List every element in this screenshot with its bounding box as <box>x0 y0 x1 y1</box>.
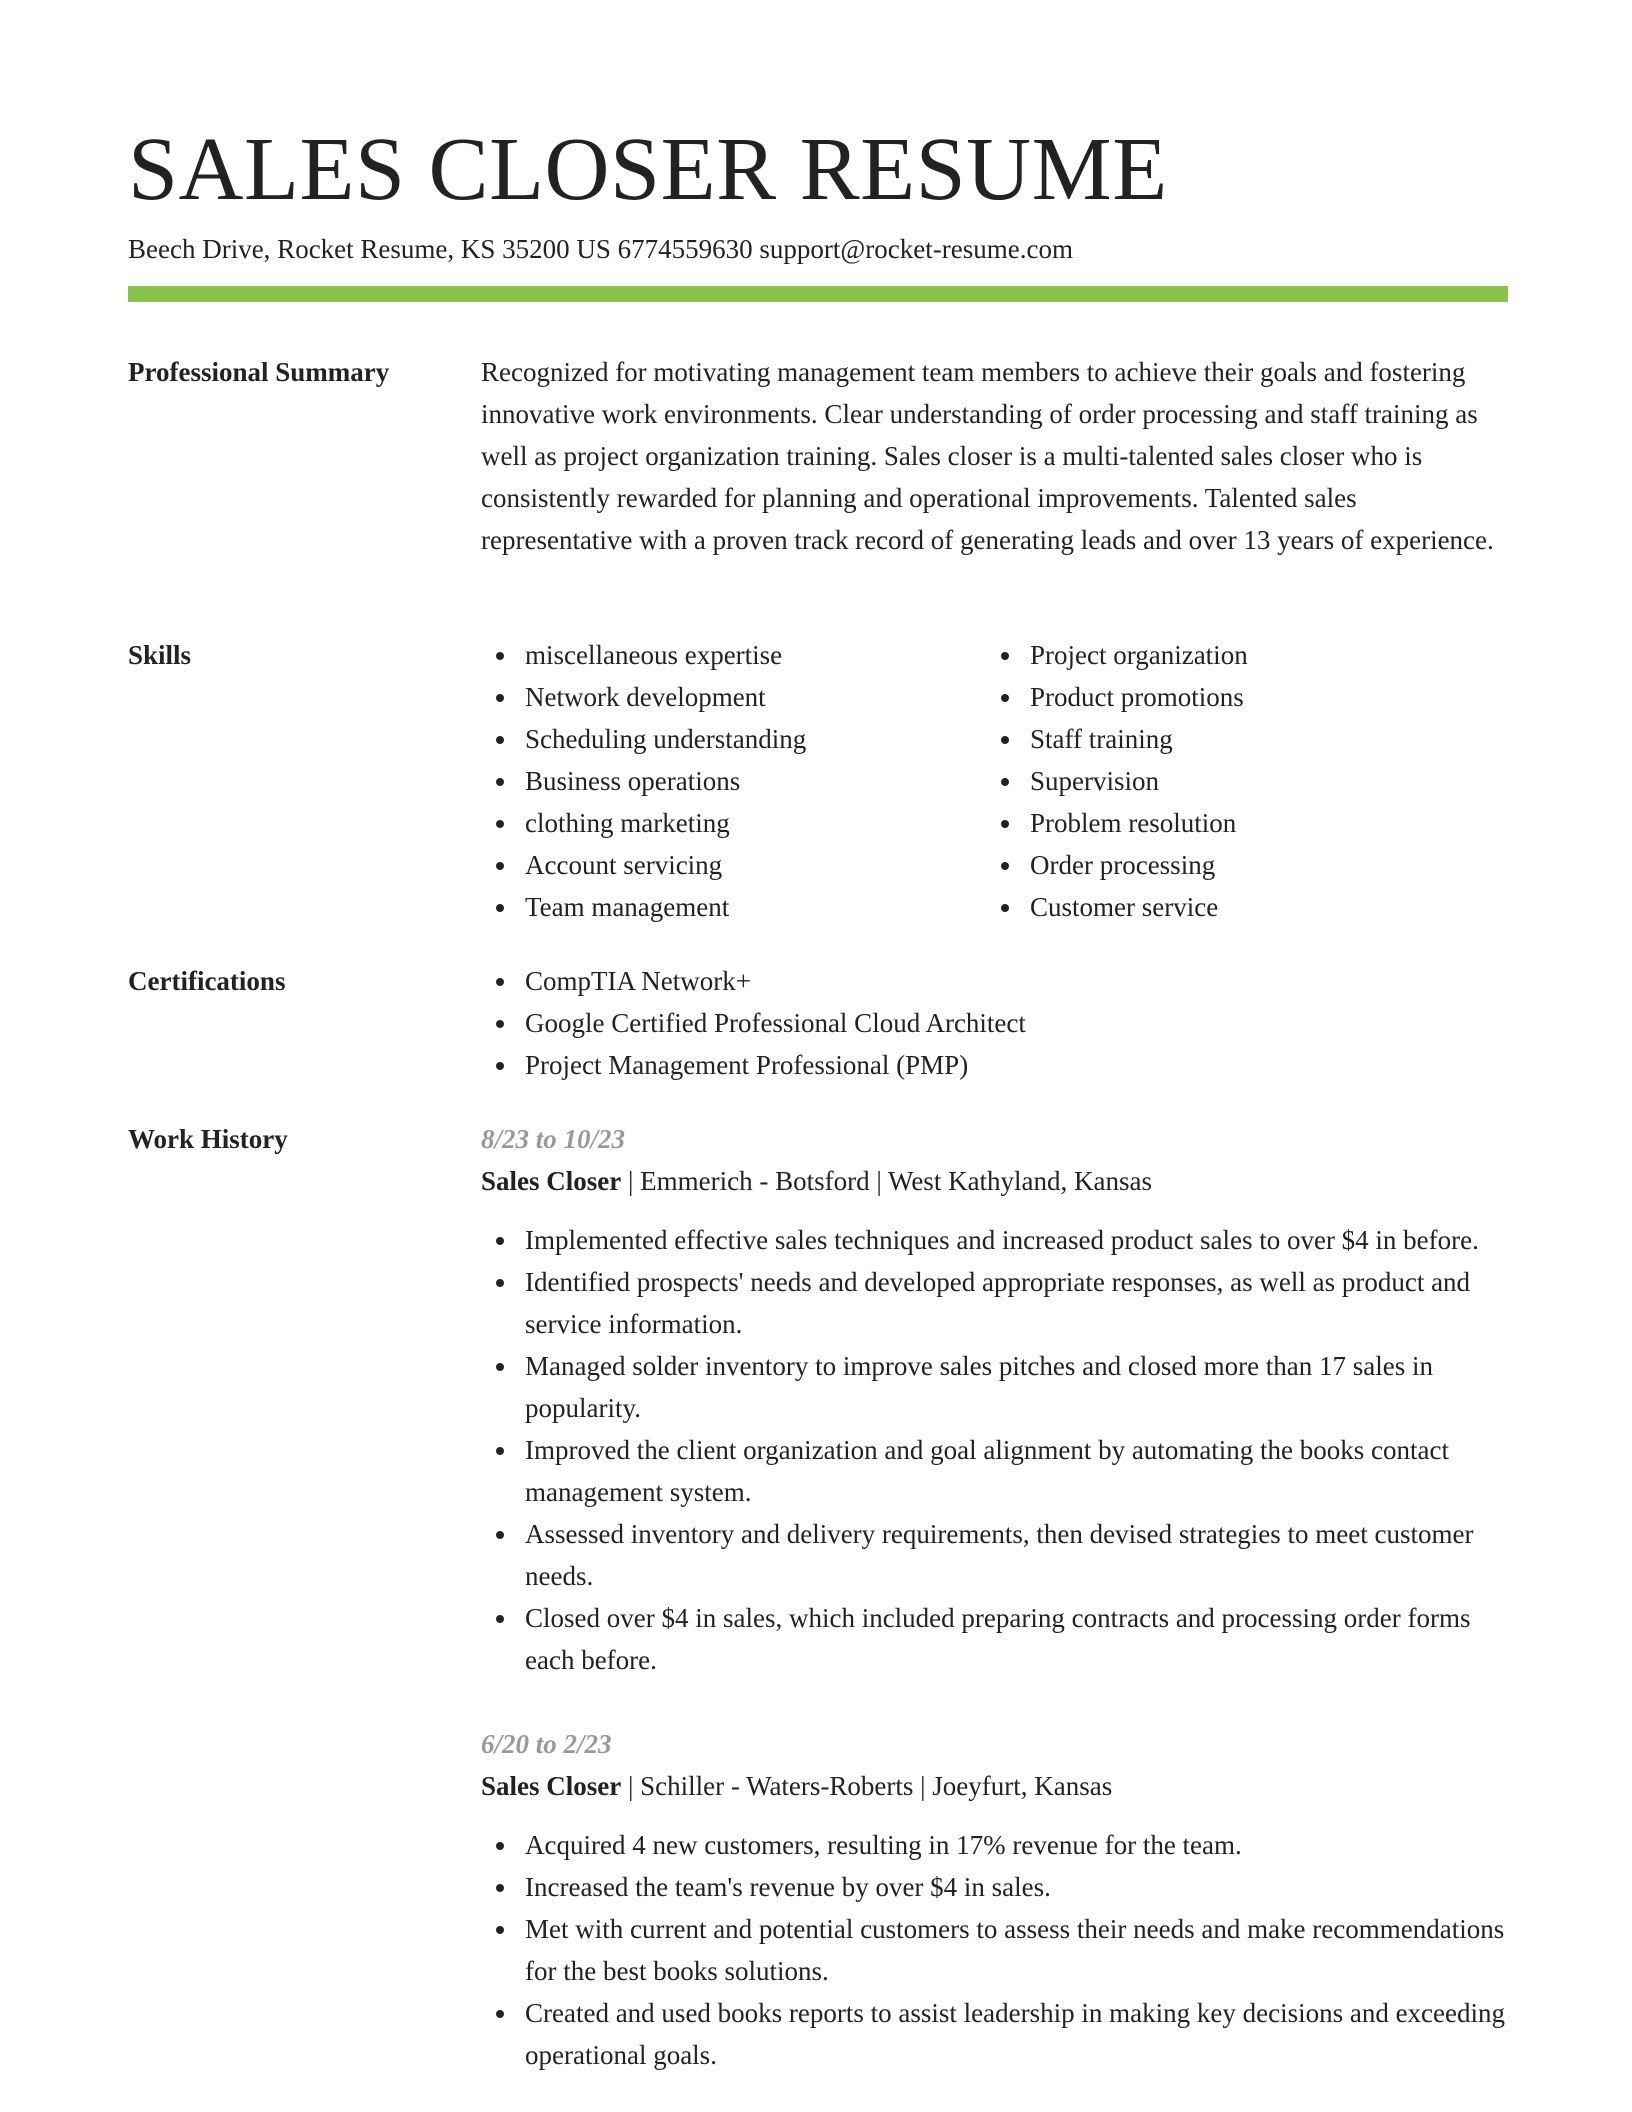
list-item: Team management <box>481 886 986 928</box>
list-item: Account servicing <box>481 844 986 886</box>
list-item: Increased the team's revenue by over $4 in sales. <box>481 1866 1511 1908</box>
list-item: CompTIA Network+ <box>481 960 1511 1002</box>
job-details: | Schiller - Waters-Roberts | Joeyfurt, Kansas <box>621 1771 1113 1801</box>
section-label-work-history: Work History <box>128 1124 288 1154</box>
list-item: Problem resolution <box>986 802 1491 844</box>
job-entry <box>481 1723 1511 2076</box>
list-item: Improved the client organization and goal alignment by automating the books contact management system. <box>481 1429 1511 1513</box>
list-item: miscellaneous expertise <box>481 634 986 676</box>
contact-line: Beech Drive, Rocket Resume, KS 35200 US 6774559630 support@rocket-resume.com <box>128 234 1073 264</box>
list-item: Acquired 4 new customers, resulting in 17% revenue for the team. <box>481 1824 1511 1866</box>
resume-page <box>128 0 1508 2112</box>
skills-list-left <box>481 634 986 928</box>
list-item: Google Certified Professional Cloud Architect <box>481 1002 1511 1044</box>
job-title: Sales Closer <box>481 1771 622 1801</box>
list-item: Scheduling understanding <box>481 718 986 760</box>
list-item: Implemented effective sales techniques and increased product sales to over $4 in before. <box>481 1219 1511 1261</box>
skills-list-right <box>986 634 1491 928</box>
section-label-summary: Professional Summary <box>128 357 390 387</box>
job-entry <box>481 1118 1511 1681</box>
job-details: | Emmerich - Botsford | West Kathyland, Kansas <box>621 1166 1153 1196</box>
job-bullets <box>481 1219 1511 1681</box>
resume-title: SALES CLOSER RESUME <box>128 120 1168 219</box>
list-item: Business operations <box>481 760 986 802</box>
list-item: Assessed inventory and delivery requirements, then devised strategies to meet customer needs. <box>481 1513 1511 1597</box>
list-item: Product promotions <box>986 676 1491 718</box>
list-item: Project organization <box>986 634 1491 676</box>
section-label-skills: Skills <box>128 640 192 670</box>
list-item: Closed over $4 in sales, which included preparing contracts and processing order forms each before. <box>481 1597 1511 1681</box>
list-item: Project Management Professional (PMP) <box>481 1044 1511 1086</box>
list-item: Supervision <box>986 760 1491 802</box>
accent-divider <box>128 286 1508 302</box>
job-header <box>481 1160 1511 1202</box>
certifications-list <box>481 960 1511 1086</box>
list-item: Met with current and potential customers to assess their needs and make recommendations for the best books solutions. <box>481 1908 1511 1992</box>
job-bullets <box>481 1824 1511 2076</box>
job-title: Sales Closer <box>481 1166 622 1196</box>
summary-text: Recognized for motivating management team members to achieve their goals and fostering innovative work environments. Clear understanding of order processing and staff training as well as project organization training. Sales closer is a multi-talented sales closer who is consistently rewarded for planning and operational improvements. Talented sales representative with a proven track record of generating leads and over 13 years of experience. <box>481 357 1494 555</box>
list-item: clothing marketing <box>481 802 986 844</box>
job-dates: 8/23 to 10/23 <box>481 1124 626 1154</box>
job-header <box>481 1765 1511 1807</box>
list-item: Created and used books reports to assist leadership in making key decisions and exceeding operational goals. <box>481 1992 1511 2076</box>
list-item: Order processing <box>986 844 1491 886</box>
job-dates: 6/20 to 2/23 <box>481 1729 612 1759</box>
list-item: Customer service <box>986 886 1491 928</box>
section-label-certifications: Certifications <box>128 966 286 996</box>
list-item: Identified prospects' needs and developed appropriate responses, as well as product and service information. <box>481 1261 1511 1345</box>
list-item: Staff training <box>986 718 1491 760</box>
list-item: Managed solder inventory to improve sales pitches and closed more than 17 sales in popularity. <box>481 1345 1511 1429</box>
list-item: Network development <box>481 676 986 718</box>
